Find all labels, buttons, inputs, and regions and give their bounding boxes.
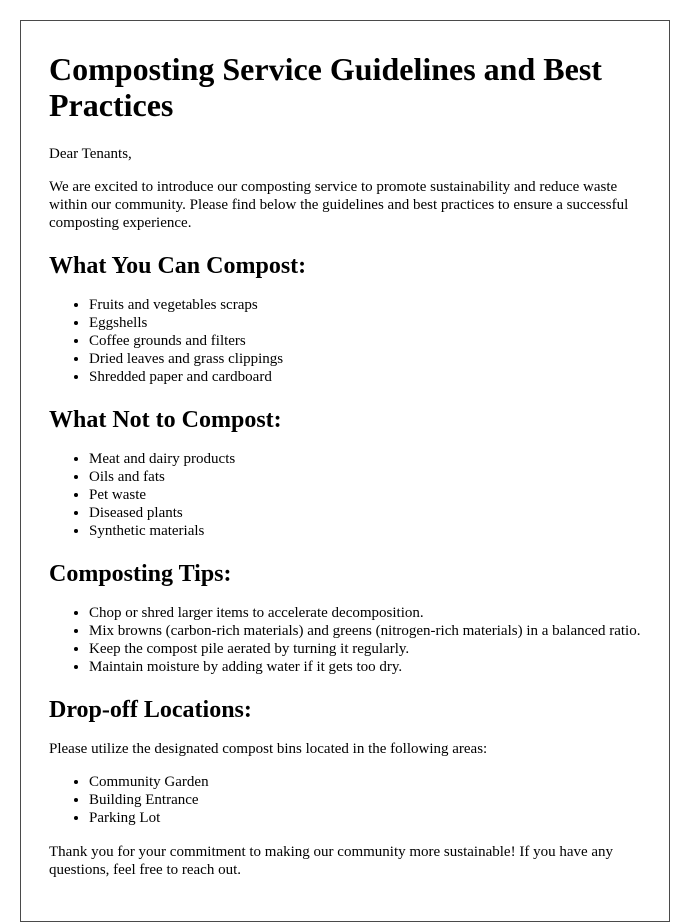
list-not-compost [49,450,649,540]
page-title: Composting Service Guidelines and Best Practices [49,51,602,123]
list-item: • Chop or shred larger items to accelerate decomposition. [89,604,649,622]
list-item: • Keep the compost pile aerated by turning it regularly. [89,640,649,658]
list-item: • Diseased plants [89,504,649,522]
greeting: Dear Tenants, [49,146,132,162]
list-can-compost [49,296,649,386]
list-item: • Building Entrance [89,791,649,809]
list-item: • Meat and dairy products [89,450,649,468]
list-item: • Mix browns (carbon-rich materials) and greens (nitrogen-rich materials) in a balanced ratio. [89,622,649,640]
list-item: • Eggshells [89,314,649,332]
list-item: • Oils and fats [89,468,649,486]
list-item: • Synthetic materials [89,522,649,540]
section-heading-dropoff: Drop-off Locations: [49,697,252,723]
list-item: • Fruits and vegetables scraps [89,296,649,314]
list-item: • Community Garden [89,773,649,791]
closing-paragraph: Thank you for your commitment to making our community more sustainable! If you have any questions, feel free to reach out. [49,844,614,878]
list-item: • Maintain moisture by adding water if it gets too dry. [89,658,649,676]
dropoff-paragraph: Please utilize the designated compost bins located in the following areas: [49,741,488,757]
intro-paragraph: We are excited to introduce our composting service to promote sustainability and reduce waste within our community. Please find below the guidelines and best practices to ensure a successful composting experience. [49,179,629,231]
section-heading-not-compost: What Not to Compost: [49,407,282,433]
section-heading-tips: Composting Tips: [49,561,232,587]
list-item: • Shredded paper and cardboard [89,368,649,386]
list-item: • Coffee grounds and filters [89,332,649,350]
list-tips [49,604,649,676]
letter-container [20,20,670,922]
list-item: • Pet waste [89,486,649,504]
list-dropoff-locations [49,773,649,827]
section-heading-can-compost: What You Can Compost: [49,253,307,279]
list-item: • Dried leaves and grass clippings [89,350,649,368]
list-item: • Parking Lot [89,809,649,827]
